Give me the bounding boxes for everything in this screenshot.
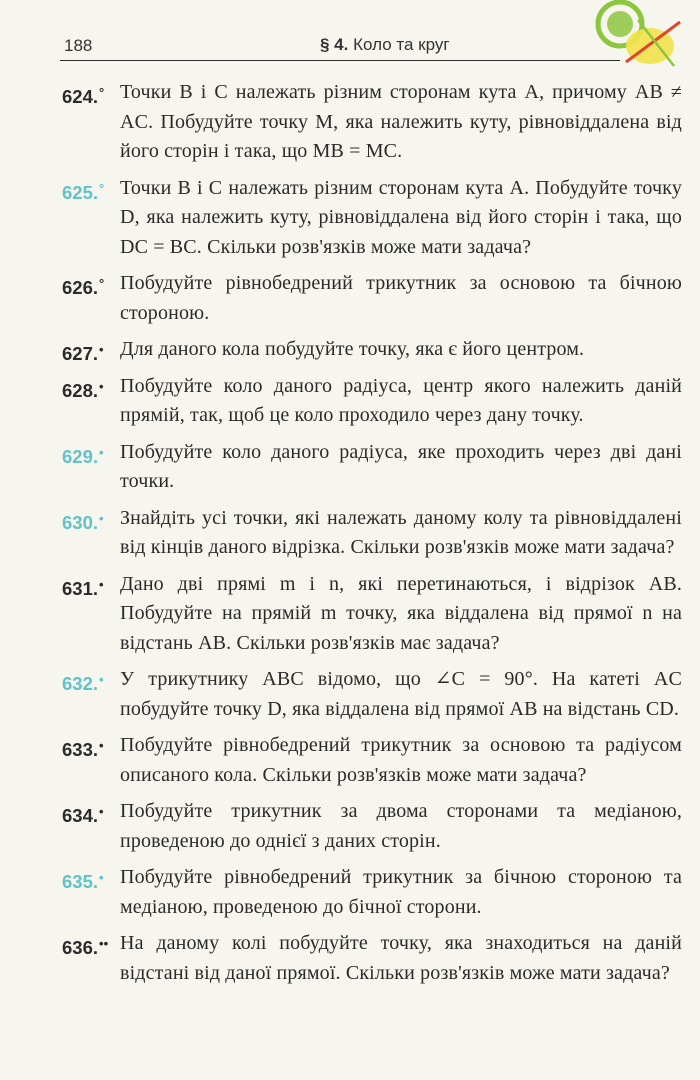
problem-text: На даному колі побудуйте точку, яка знаходиться на даній відстані від даної прямої. Скільки розв'язків може мати задача?	[120, 932, 682, 984]
problem-number: 628.•	[62, 378, 104, 401]
problem-item	[62, 929, 682, 988]
problem-text: Побудуйте коло даного радіуса, центр якого належить даній прямій, так, щоб це коло проходило через дану точку.	[120, 374, 682, 426]
geometry-logo-icon	[588, 0, 688, 80]
problem-number: 626.°	[62, 276, 105, 298]
difficulty-mark: °	[99, 276, 105, 291]
problem-item	[62, 438, 682, 497]
problem-text: Знайдіть усі точки, які належать даному колу та рівновіддалені від кінців даного відрізка. Скільки розв'язків може мати задача?	[120, 506, 682, 558]
difficulty-mark: •	[99, 576, 104, 592]
problem-text: Побудуйте рівнобедрений трикутник за бічною стороною та медіаною, проведеною до бічної сторони.	[120, 866, 682, 918]
problem-text: Точки B і C належать різним сторонам кута A. Побудуйте точку D, яка належить куту, рівновіддалена від його сторін і така, що DC = BC. Скільки розв'язків може мати задача?	[120, 176, 682, 258]
problem-item	[62, 78, 682, 167]
problem-item	[62, 504, 682, 563]
problem-number: 629.•	[62, 444, 104, 467]
section-name: Коло та круг	[353, 35, 450, 54]
problem-item	[62, 174, 682, 263]
problem-number: 635.•	[62, 870, 104, 892]
difficulty-mark: •	[99, 510, 104, 526]
problem-number: 633.•	[62, 738, 104, 760]
problem-item	[62, 335, 682, 365]
problem-number: 636.••	[62, 936, 109, 958]
problem-item	[62, 570, 682, 659]
problem-item	[62, 269, 682, 328]
problem-number: 634.•	[62, 804, 104, 826]
section-mark: § 4.	[320, 35, 349, 54]
problem-item	[62, 863, 682, 922]
problem-text: Побудуйте коло даного радіуса, яке проходить через дві дані точки.	[120, 440, 682, 492]
problem-number: 630.•	[62, 510, 104, 533]
difficulty-mark: •	[99, 870, 104, 885]
problem-text: Дано дві прямі m і n, які перетинаються, і відрізок AB. Побудуйте на прямій m точку, яка віддалена від прямої n на відстань AB. Скільки розв'язків має задача?	[120, 572, 682, 654]
difficulty-mark: ••	[99, 936, 109, 951]
problem-number: 631.•	[62, 576, 104, 599]
problem-number: 632.•	[62, 672, 104, 694]
difficulty-mark: •	[99, 672, 104, 687]
section-title	[320, 35, 450, 55]
difficulty-mark: •	[99, 738, 104, 753]
difficulty-mark: •	[99, 804, 104, 819]
difficulty-mark: •	[99, 444, 104, 460]
problem-item	[62, 372, 682, 431]
problem-number: 627.•	[62, 342, 104, 364]
problem-text: Побудуйте трикутник за двома сторонами та медіаною, проведеною до однієї з даних сторін.	[120, 800, 682, 852]
difficulty-mark: •	[99, 342, 104, 357]
problem-text: У трикутнику ABC відомо, що ∠C = 90°. На катеті AC побудуйте точку D, яка віддалена від прямої AB на відстань CD.	[120, 668, 682, 720]
problem-number: 624.°	[62, 85, 105, 107]
problem-text: Побудуйте рівнобедрений трикутник за основою та радіусом описаного кола. Скільки розв'язків може мати задача?	[120, 734, 682, 786]
problem-number: 625.°	[62, 180, 105, 203]
problem-text: Для даного кола побудуйте точку, яка є його центром.	[120, 338, 585, 360]
problem-text: Точки B і C належать різним сторонам кута A, причому AB ≠ AC. Побудуйте точку M, яка належить куту, рівновіддалена від його сторін і така, що MB = MC.	[120, 81, 682, 162]
difficulty-mark: •	[99, 378, 104, 394]
page-header	[60, 34, 620, 61]
problem-item	[62, 797, 682, 856]
problem-item	[62, 665, 682, 724]
problem-text: Побудуйте рівнобедрений трикутник за основою та бічною стороною.	[120, 272, 682, 324]
page-number: 188	[64, 36, 93, 55]
problem-list	[62, 78, 682, 995]
difficulty-mark: °	[99, 180, 105, 196]
difficulty-mark: °	[99, 85, 105, 100]
problem-item	[62, 731, 682, 790]
